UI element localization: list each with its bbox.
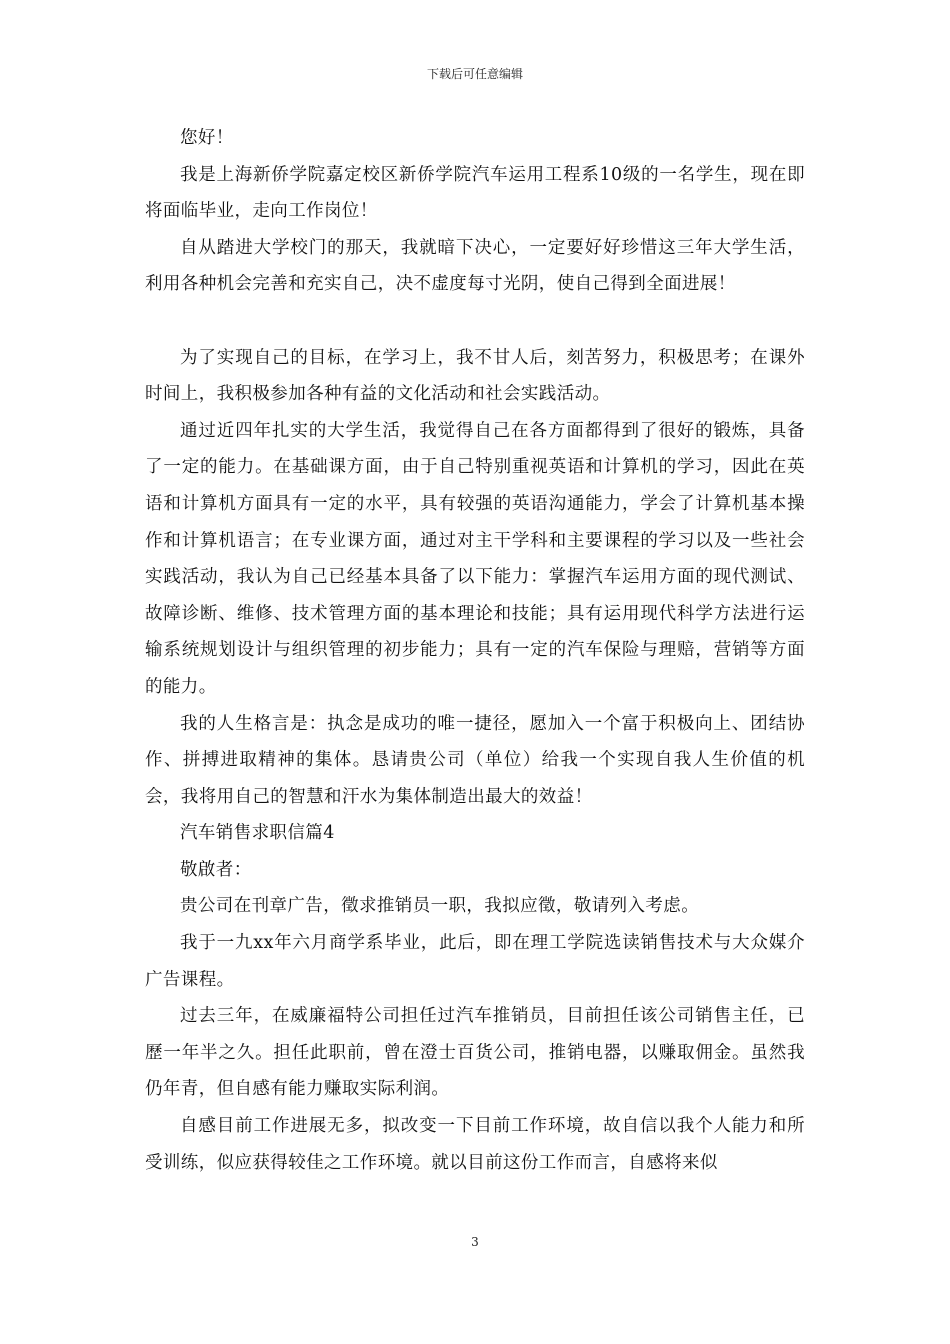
letter-body [145,120,805,1181]
paragraph-abilities: 通过近四年扎实的大学生活，我觉得自己在各方面都得到了很好的锻炼，具备了一定的能力。在基础课方面，由于自己特别重视英语和计算机的学习，因此在英语和计算机方面具有一定的水平，具有较强的英语沟通能力，学会了计算机基本操作和计算机语言；在专业课方面，通过对主干学科和主要课程的学习以及一些社会实践活动，我认为自己已经基本具备了以下能力：掌握汽车运用方面的现代测试、故障诊断、维修、技术管理方面的基本理论和技能；具有运用现代科学方法进行运输系统规划设计与组织管理的初步能力；具有一定的汽车保险与理赔，营销等方面的能力。 [145,420,805,697]
blank-line [145,303,805,340]
paragraph-application: 贵公司在刊章广告，徵求推销员一职，我拟应徵，敬请列入考虑。 [180,896,700,917]
section-heading: 汽车销售求职信篇4 [180,823,335,844]
paragraph-goals: 为了实现自己的目标，在学习上，我不甘人后，刻苦努力，积极思考；在课外时间上，我积极参加各种有益的文化活动和社会实践活动。 [145,347,805,405]
paragraph-motto: 我的人生格言是：执念是成功的唯一捷径，愿加入一个富于积极向上、团结协作、拼搏进取精神的集体。恳请贵公司（单位）给我一个实现自我人生价值的机会，我将用自己的智慧和汗水为集体制造出最大的效益！ [145,713,805,807]
paragraph-experience: 过去三年，在威廉福特公司担任过汽车推销员，目前担任该公司销售主任，已歷一年半之久。担任此职前，曾在澄士百货公司，推销电器，以赚取佣金。虽然我仍年青，但自感有能力赚取实际利润。 [145,1006,805,1100]
paragraph-resolve: 自从踏进大学校门的那天，我就暗下决心，一定要好好珍惜这三年大学生活，利用各种机会完善和充实自己，决不虚度每寸光阴，使自己得到全面进展！ [145,237,805,295]
paragraph-motivation: 自感目前工作进展无多，拟改变一下目前工作环境，故自信以我个人能力和所受训练，似应获得较佳之工作环境。就以目前这份工作而言，自感将来似 [145,1116,805,1173]
page-number: 3 [471,1235,479,1249]
page-header: 下载后可任意编辑 [426,67,523,81]
paragraph-education: 我于一九xx年六月商学系毕业，此后，即在理工学院选读销售技术与大众媒介广告课程。 [145,933,805,990]
paragraph-introduction: 我是上海新侨学院嘉定校区新侨学院汽车运用工程系10级的一名学生，现在即将面临毕业，走向工作岗位！ [145,164,805,222]
paragraph-salutation: 敬啟者： [180,859,252,880]
paragraph-greeting: 您好！ [180,128,234,148]
